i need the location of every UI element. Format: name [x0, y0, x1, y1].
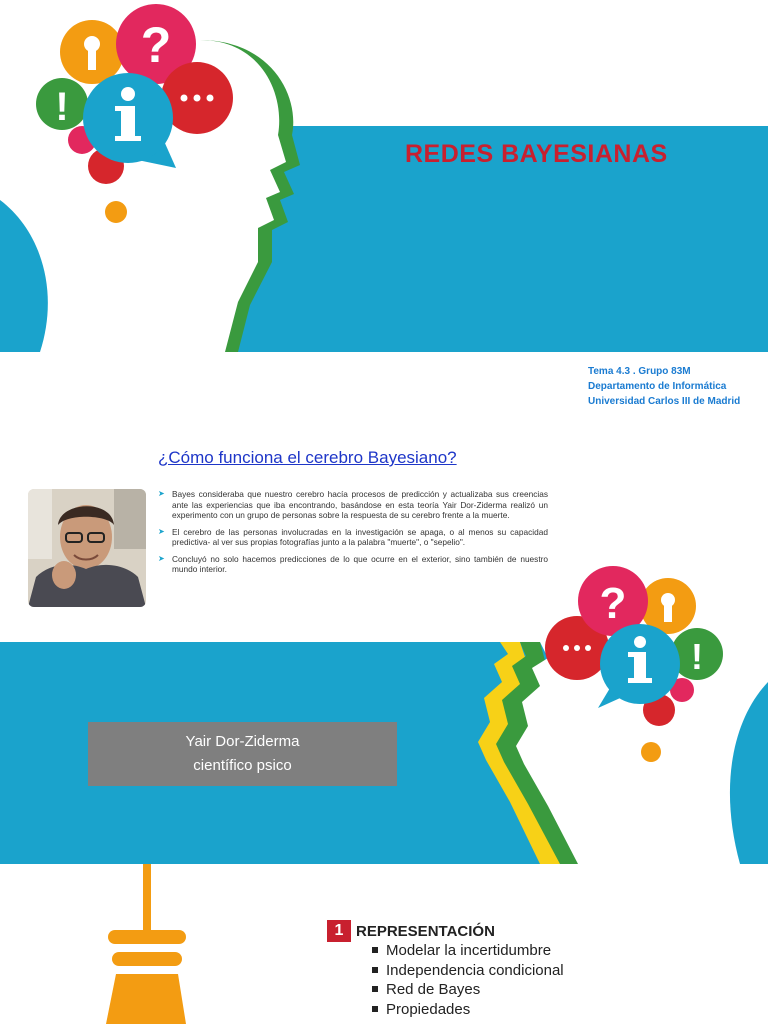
svg-text:!: !: [691, 636, 703, 677]
question-heading: ¿Cómo funciona el cerebro Bayesiano?: [158, 448, 457, 467]
svg-text:?: ?: [599, 579, 627, 628]
list-item: Red de Bayes: [372, 980, 564, 1000]
info-icon: [598, 624, 680, 708]
topic-list: [372, 941, 564, 1019]
course-info-line: Universidad Carlos III de Madrid: [588, 396, 741, 407]
course-info-line: Tema 4.3 . Grupo 83M: [588, 366, 691, 377]
bullet-arrow-icon: ➤: [158, 489, 165, 498]
list-item: Propiedades: [372, 1000, 564, 1020]
bullet-arrow-icon: ➤: [158, 526, 165, 536]
list-item: Modelar la incertidumbre: [372, 941, 564, 961]
scientist-role: científico psico: [193, 757, 292, 774]
bubbles-cluster-right: [0, 560, 768, 770]
list-item: ➤ El cerebro de las personas involucradas en la investigación se apaga, o al menos su capacidad predictiva- al ver sus propias fotografías junto a la palabra "muerte", o "sepelio".: [158, 526, 548, 547]
keyhole-icon: [60, 20, 124, 84]
course-info-line: Departamento de Informática: [588, 381, 727, 392]
presentation-title: REDES BAYESIANAS: [405, 140, 668, 168]
bullet-square-icon: [372, 947, 378, 953]
svg-text:!: !: [55, 85, 69, 129]
section-number: 1: [327, 920, 351, 942]
bullet-square-icon: [372, 967, 378, 973]
list-item: ➤ Concluyó no solo hacemos predicciones de lo que ocurre en el exterior, sino también de nuestro mundo interior.: [158, 553, 548, 574]
bullet-square-icon: [372, 1006, 378, 1012]
bullet-square-icon: [372, 986, 378, 992]
list-item: Independencia condicional: [372, 961, 564, 981]
head-illustration: [0, 0, 768, 352]
section-title: REPRESENTACIÓN: [356, 922, 495, 940]
exclamation-icon: [36, 78, 88, 130]
course-info: [588, 364, 740, 409]
section-heading: [327, 920, 495, 942]
bullet-arrow-icon: ➤: [158, 553, 165, 563]
slide-title: [0, 0, 768, 352]
list-item: ➤ Bayes consideraba que nuestro cerebro hacía procesos de predicción y actualizaba sus creencias ante las experiencias que iba encontrando, basándose en esta teoría Yair Dor-Ziderma realizó un experimento con un grupo de personas sobre la respuesta de su cerebro frente a la muerte.: [158, 489, 548, 520]
svg-text:?: ?: [140, 17, 172, 73]
scientist-name: Yair Dor-Ziderma: [185, 733, 300, 750]
slide-representation: [0, 864, 768, 1024]
